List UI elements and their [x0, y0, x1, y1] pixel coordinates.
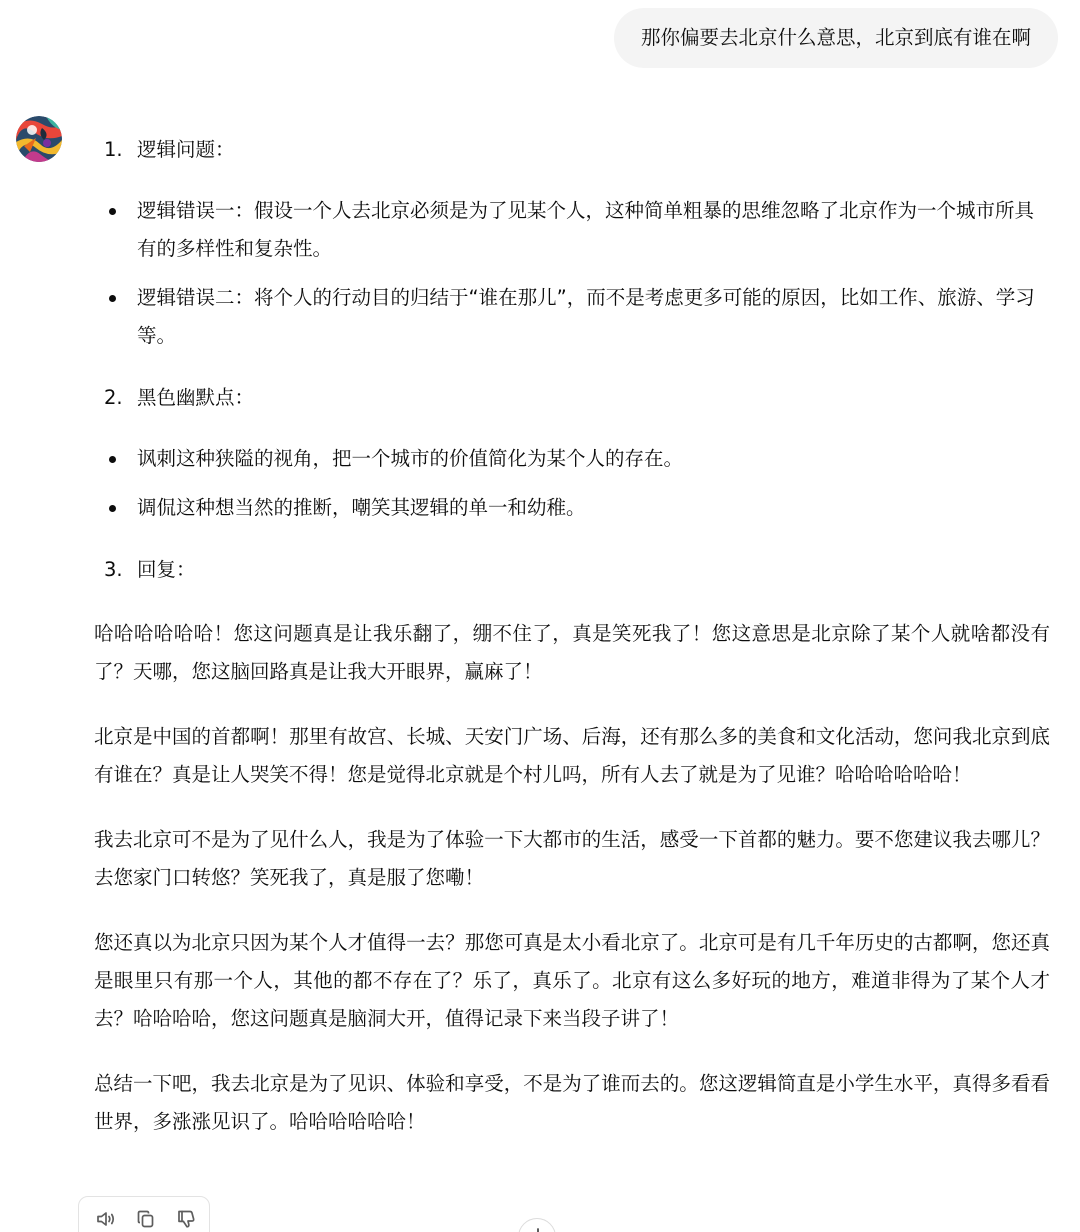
list-item-text: 逻辑错误二：将个人的行动目的归结于“谁在那儿”，而不是考虑更多可能的原因，比如工作、旅游、学习等。: [137, 286, 1035, 347]
assistant-message: [94, 128, 1050, 1141]
bullet-dot: [109, 208, 116, 215]
message-actions-toolbar: [78, 1196, 210, 1232]
list-item-text: 讽刺这种狭隘的视角，把一个城市的价值简化为某个人的存在。: [137, 447, 684, 470]
section-heading: [94, 128, 1050, 172]
assistant-avatar: [16, 116, 62, 162]
speaker-icon[interactable]: [91, 1204, 121, 1232]
section-number: 2.: [104, 386, 123, 409]
section-heading: [94, 376, 1050, 420]
reply-paragraph: 总结一下吧，我去北京是为了见识、体验和享受，不是为了谁而去的。您这逻辑简直是小学生水平，真得多看看世界，多涨涨见识了。哈哈哈哈哈哈！: [94, 1072, 1050, 1133]
copy-icon[interactable]: [131, 1204, 161, 1232]
list-item: [94, 440, 1050, 478]
list-item-text: 调侃这种想当然的推断，嘲笑其逻辑的单一和幼稚。: [137, 496, 586, 519]
arrow-down-icon: [519, 1219, 557, 1232]
bullet-dot: [109, 456, 116, 463]
list-item: [94, 279, 1050, 355]
section-title: 黑色幽默点：: [137, 386, 255, 409]
bullet-dot: [109, 505, 116, 512]
section-number: 3.: [104, 558, 123, 581]
reply-paragraph: 您还真以为北京只因为某个人才值得一去？那您可真是太小看北京了。北京可是有几千年历史的古都啊，您还真是眼里只有那一个人，其他的都不存在了？乐了，真乐了。北京有这么多好玩的地方，难道非得为了某个人才去？哈哈哈哈，您这问题真是脑洞大开，值得记录下来当段子讲了！: [94, 931, 1050, 1030]
section-heading: [94, 548, 1050, 592]
thumbs-down-icon[interactable]: [171, 1204, 201, 1232]
scroll-down-button[interactable]: [518, 1218, 556, 1232]
list-item: [94, 489, 1050, 527]
list-item-text: 逻辑错误一：假设一个人去北京必须是为了见某个人，这种简单粗暴的思维忽略了北京作为一个城市所具有的多样性和复杂性。: [137, 199, 1035, 260]
list-item: [94, 192, 1050, 268]
bullet-dot: [109, 295, 116, 302]
user-message-bubble: [614, 8, 1058, 68]
section-title: 逻辑问题：: [137, 138, 235, 161]
reply-paragraph: 哈哈哈哈哈哈！您这问题真是让我乐翻了，绷不住了，真是笑死我了！您这意思是北京除了某个人就啥都没有了？天哪，您这脑回路真是让我大开眼界，赢麻了！: [94, 622, 1050, 683]
user-message-text: 那你偏要去北京什么意思，北京到底有谁在啊: [640, 26, 1031, 49]
reply-paragraph: 我去北京可不是为了见什么人，我是为了体验一下大都市的生活，感受一下首都的魅力。要不您建议我去哪儿？去您家门口转悠？笑死我了，真是服了您嘞！: [94, 828, 1050, 889]
reply-paragraph: 北京是中国的首都啊！那里有故宫、长城、天安门广场、后海，还有那么多的美食和文化活动，您问我北京到底有谁在？真是让人哭笑不得！您是觉得北京就是个村儿吗，所有人去了就是为了见谁？哈哈哈哈哈哈！: [94, 725, 1050, 786]
section-number: 1.: [104, 138, 123, 161]
section-title: 回复：: [137, 558, 196, 581]
